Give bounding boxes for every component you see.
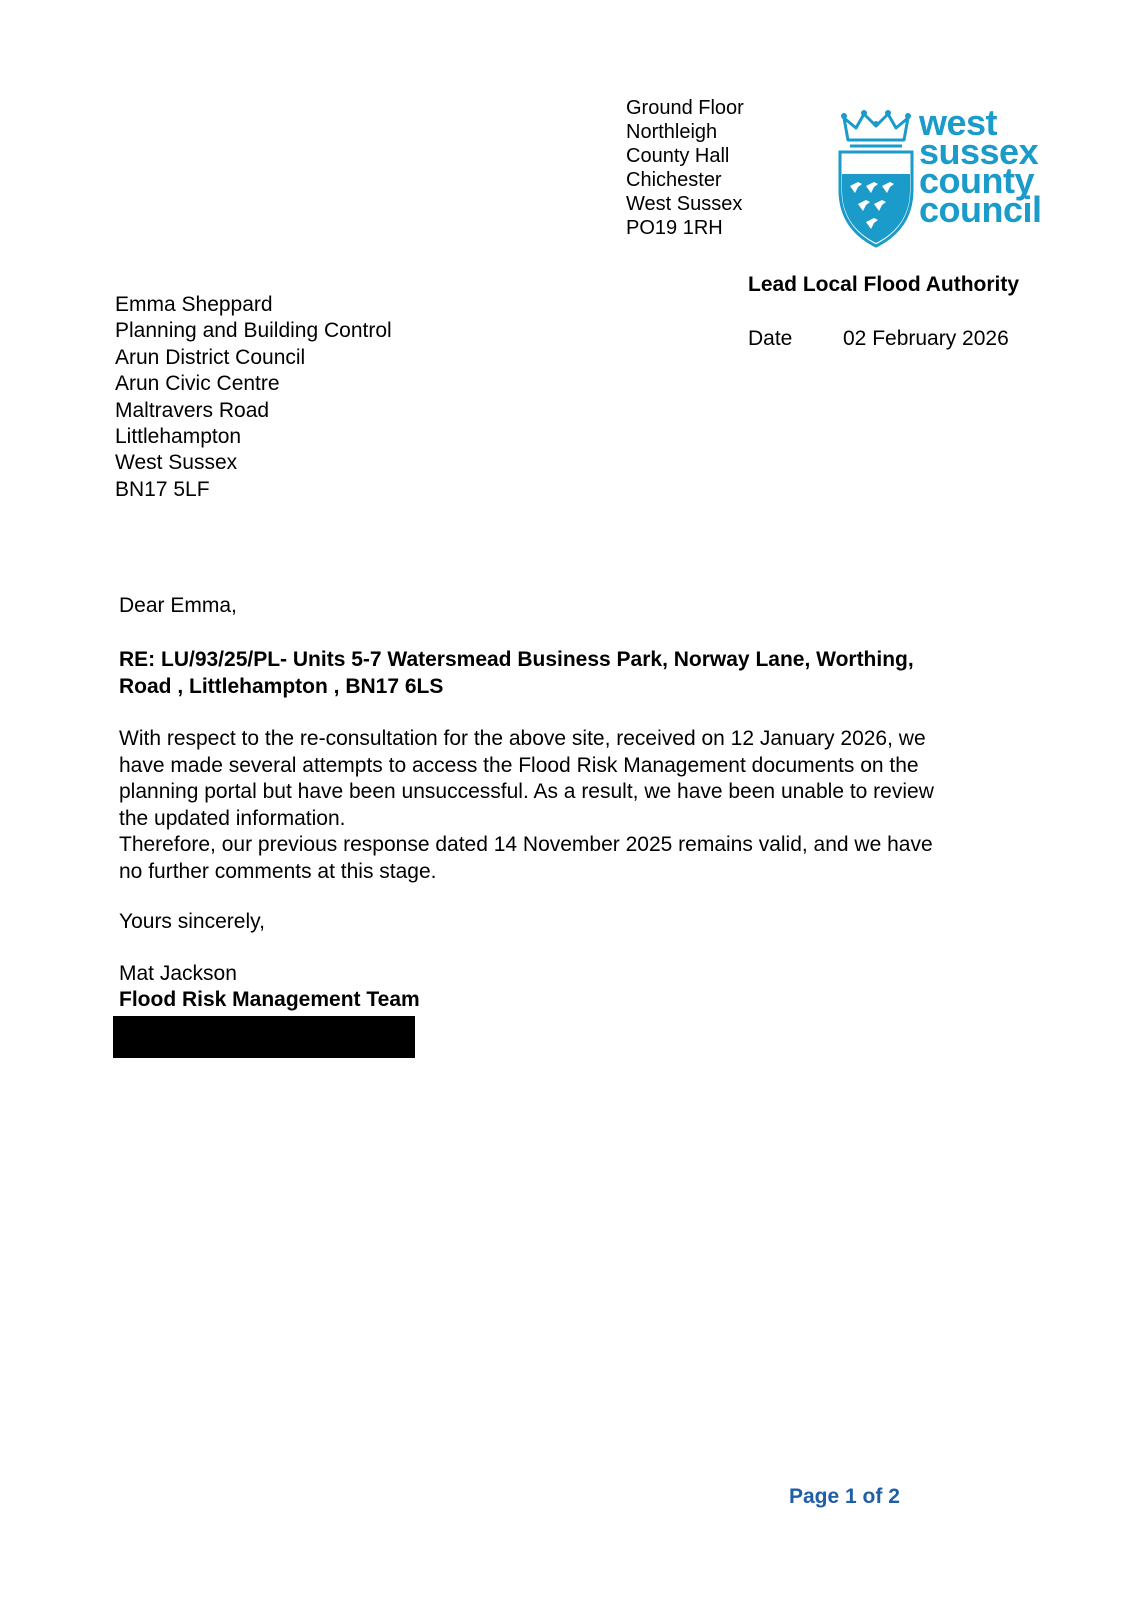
body-line: planning portal but have been unsuccessful. As a result, we have been unable to review xyxy=(119,780,934,803)
sender-address-line: Northleigh xyxy=(626,121,718,143)
recipient-address-line: West Sussex xyxy=(115,451,238,475)
logo-word: sussex xyxy=(919,131,1039,172)
recipient-address-line: BN17 5LF xyxy=(115,477,210,501)
logo-wordmark xyxy=(919,102,1042,230)
redaction-block xyxy=(113,1016,415,1058)
council-logo xyxy=(838,102,1058,250)
subject-text: RE: LU/93/25/PL- Units 5-7 Watersmead Business Park, Norway Lane, Worthing, xyxy=(119,648,914,671)
date-row xyxy=(748,327,1009,351)
body-line: no further comments at this stage. xyxy=(119,859,437,883)
date-value: 02 February 2026 xyxy=(843,327,1009,350)
subject-line xyxy=(119,646,914,700)
salutation: Dear Emma, xyxy=(119,594,237,617)
sender-address-line: County Hall xyxy=(626,145,730,167)
recipient-address xyxy=(115,292,392,503)
recipient-address-line: Maltravers Road xyxy=(115,398,270,422)
recipient-address-line: Emma Sheppard xyxy=(115,293,273,316)
logo-word: west xyxy=(919,102,998,143)
page-number: Page 1 of 2 xyxy=(789,1485,900,1508)
sender-address xyxy=(626,96,744,240)
body-line: Therefore, our previous response dated 14 November 2025 remains valid, and we have xyxy=(119,833,933,856)
recipient-address-line: Arun Civic Centre xyxy=(115,372,280,396)
sender-address-line: Ground Floor xyxy=(626,97,744,119)
sender-address-line: Chichester xyxy=(626,169,722,191)
sender-address-line: PO19 1RH xyxy=(626,217,723,239)
recipient-address-line: Planning and Building Control xyxy=(115,319,392,343)
body-paragraph xyxy=(119,726,934,885)
closing: Yours sincerely, xyxy=(119,910,265,933)
crest-icon xyxy=(838,110,914,250)
body-line: With respect to the re-consultation for the above site, received on 12 January 2026, we xyxy=(119,727,926,750)
body-line: the updated information. xyxy=(119,806,346,830)
date-label: Date xyxy=(748,327,793,350)
recipient-address-line: Littlehampton xyxy=(115,425,242,449)
body-line: have made several attempts to access the Flood Risk Management documents on the xyxy=(119,753,919,777)
signer-name: Mat Jackson xyxy=(119,962,237,985)
team-name: Flood Risk Management Team xyxy=(119,988,420,1011)
subject-text: Road , Littlehampton , BN17 6LS xyxy=(119,675,444,698)
authority-heading: Lead Local Flood Authority xyxy=(748,273,1020,296)
logo-word: council xyxy=(919,189,1042,230)
logo-word: county xyxy=(919,160,1035,201)
recipient-address-line: Arun District Council xyxy=(115,345,306,369)
sender-address-line: West Sussex xyxy=(626,193,743,215)
